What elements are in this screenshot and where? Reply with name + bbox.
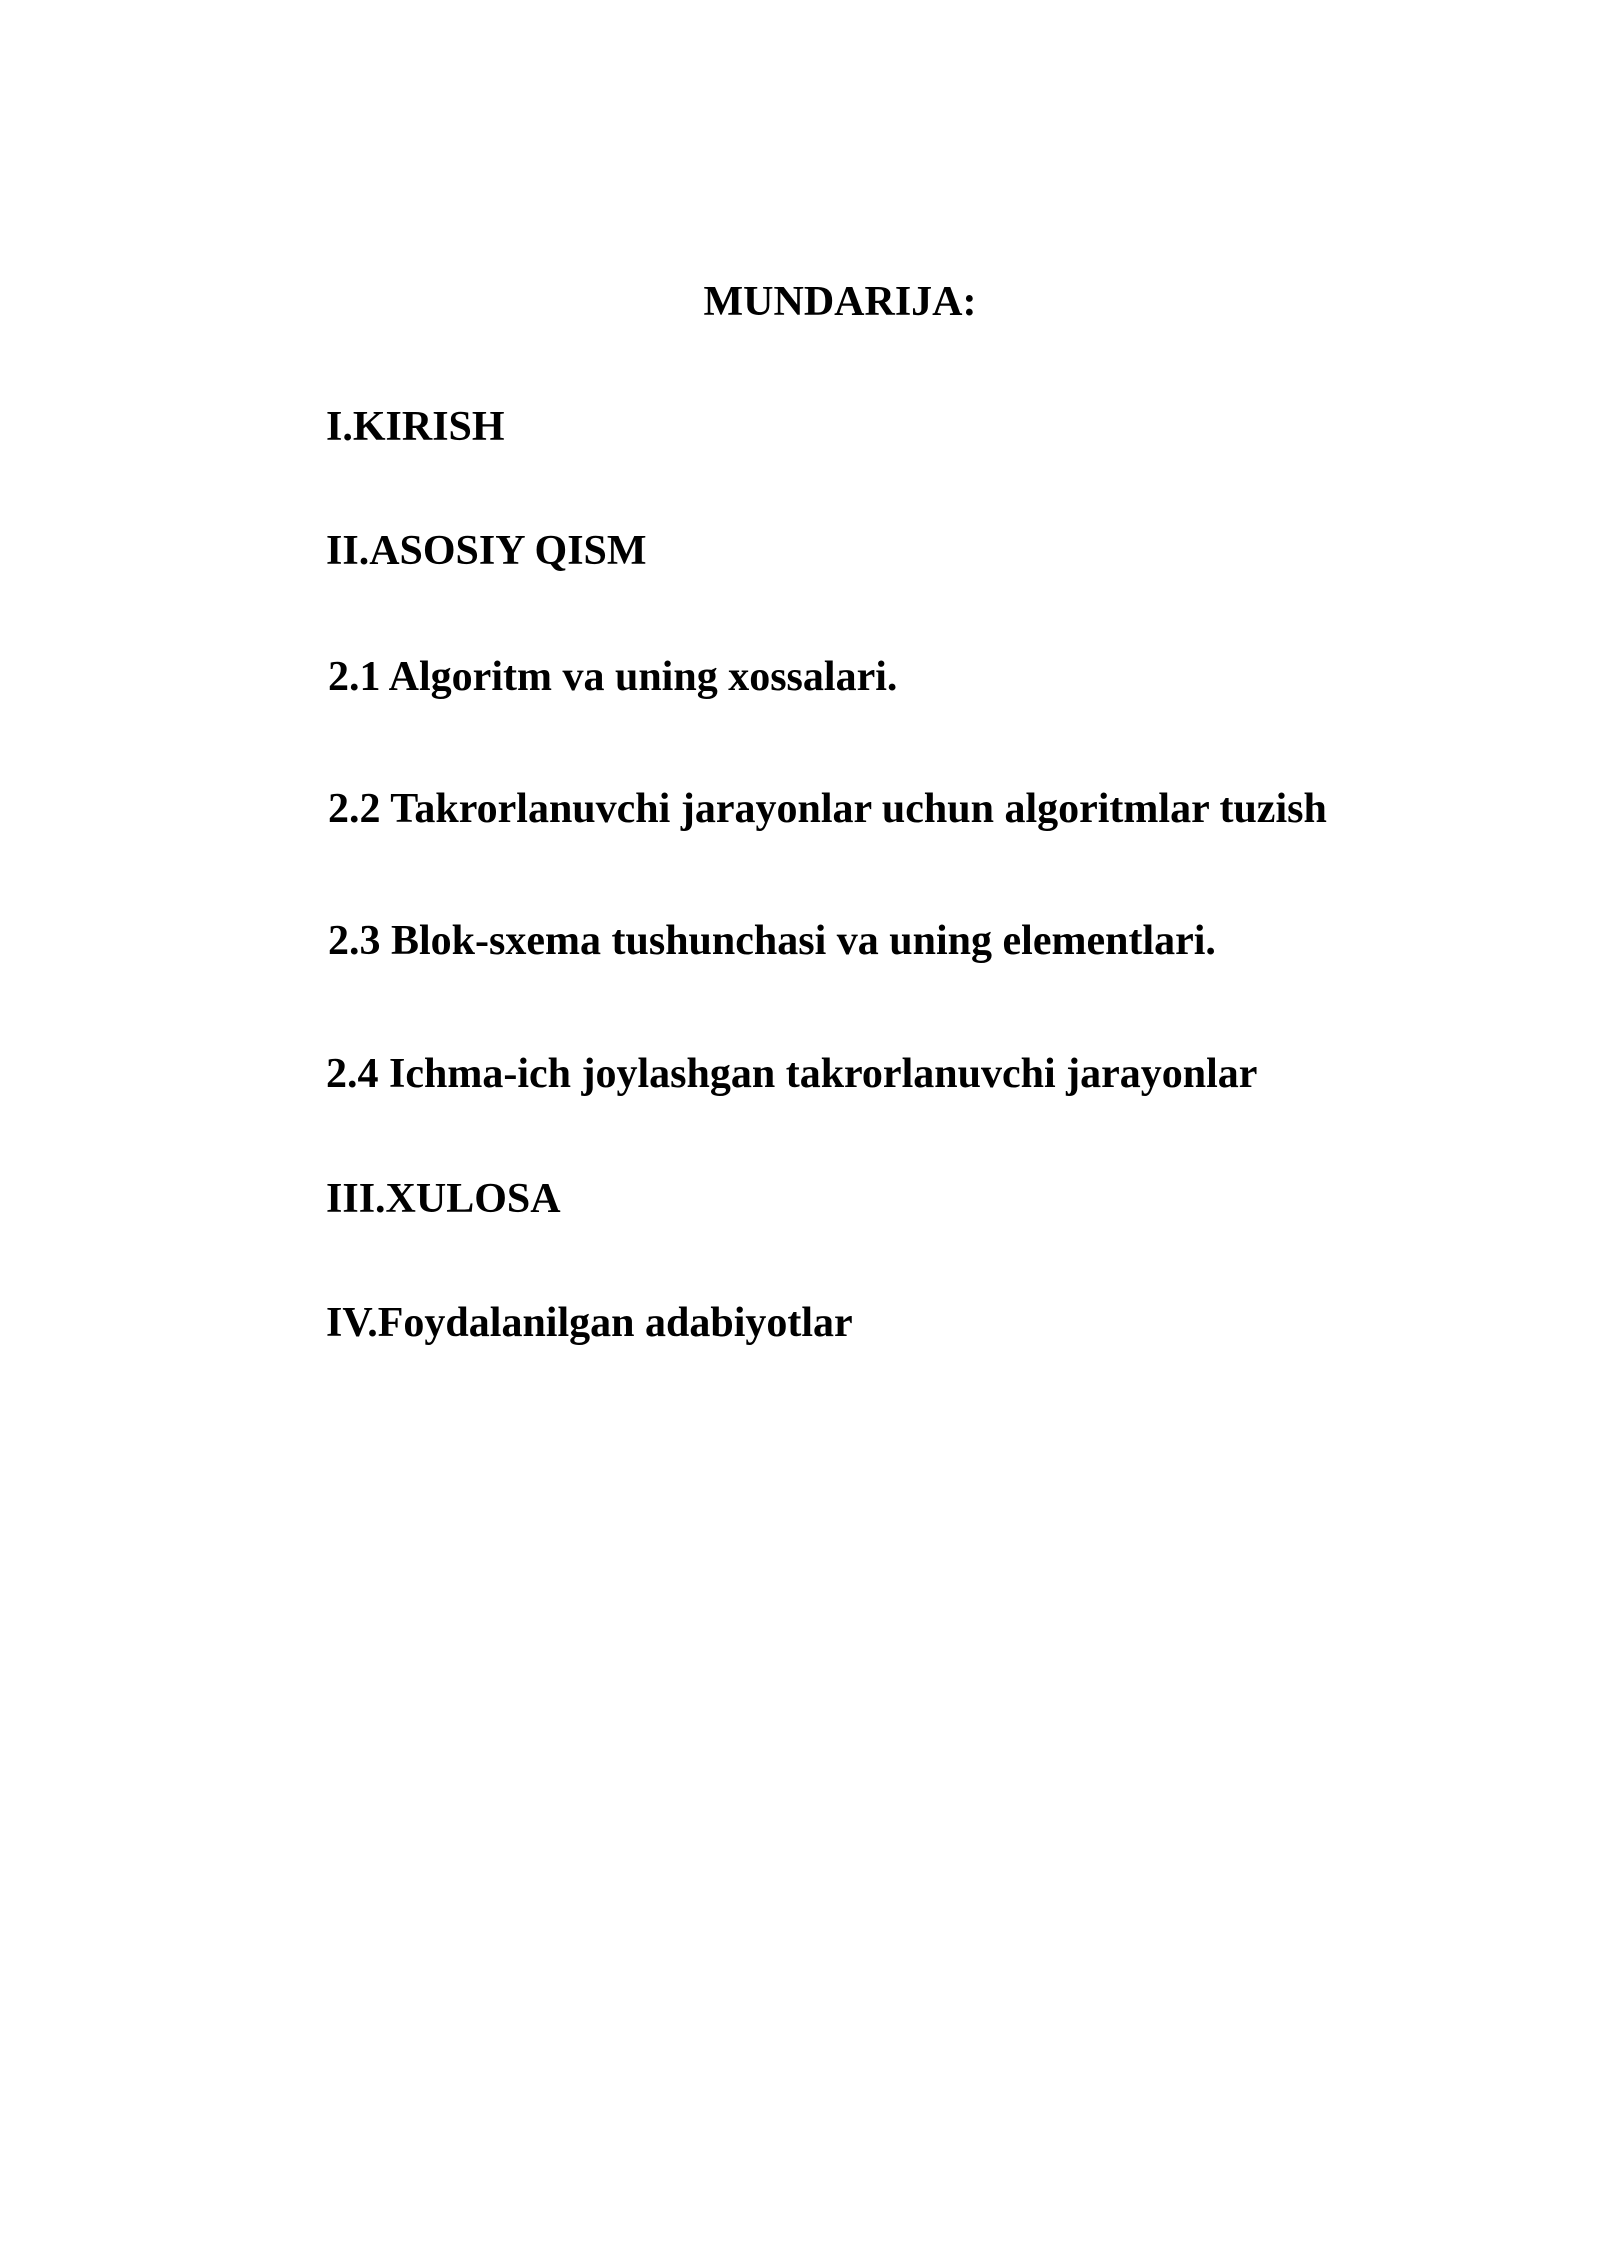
page-title: MUNDARIJA: [703, 279, 977, 325]
toc-item-asosiy-qism: II.ASOSIY QISM [326, 528, 647, 574]
toc-item-adabiyotlar: IV.Foydalanilgan adabiyotlar [326, 1300, 853, 1346]
toc-item-xulosa: III.XULOSA [326, 1176, 561, 1222]
toc-item-2-3: 2.3 Blok-sxema tushunchasi va uning elementlari. [328, 918, 1216, 964]
toc-item-kirish: I.KIRISH [326, 404, 505, 450]
toc-item-2-2: 2.2 Takrorlanuvchi jarayonlar uchun algoritmlar tuzish [328, 786, 1327, 832]
toc-item-2-1: 2.1 Algoritm va uning xossalari. [328, 654, 898, 700]
toc-item-2-4: 2.4 Ichma-ich joylashgan takrorlanuvchi jarayonlar [326, 1051, 1258, 1097]
